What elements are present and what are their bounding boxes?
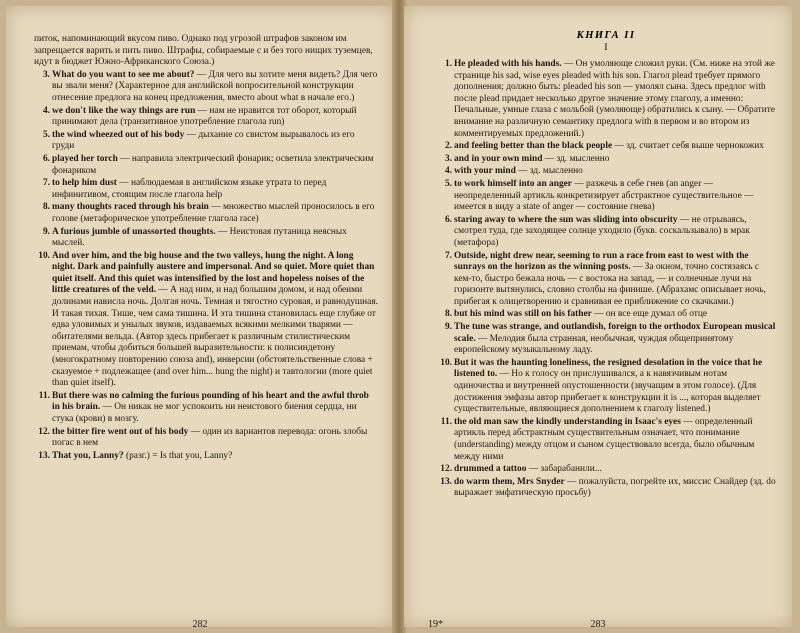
note-number: 3. xyxy=(444,153,452,164)
note-entry xyxy=(34,391,378,426)
english-phrase: do warm them, Mrs Snyder xyxy=(454,476,565,487)
note-body xyxy=(454,251,776,309)
note-body xyxy=(454,166,776,178)
note-body xyxy=(52,154,378,177)
note-entry xyxy=(436,358,776,416)
note-entry xyxy=(436,215,776,250)
note-entry xyxy=(34,202,378,225)
english-phrase: But there was no calming the furious pounding of his heart and the awful throb in his brain. xyxy=(52,390,369,413)
note-body xyxy=(52,451,378,463)
note-body xyxy=(52,202,378,225)
russian-commentary: — он все еще думал об отце xyxy=(591,309,708,320)
russian-commentary: — зд. мысленно xyxy=(515,166,583,177)
note-entry xyxy=(436,179,776,214)
english-phrase: we don't like the way things are run xyxy=(52,105,196,116)
note-body xyxy=(52,427,378,450)
english-phrase: played her torch xyxy=(52,153,118,164)
note-number: 11. xyxy=(38,390,50,401)
english-phrase: the bitter fire went out of his body xyxy=(52,426,189,437)
left-page-content xyxy=(34,34,378,463)
russian-commentary: — За окном, точно состязаясь с кем-то, быстро бежала ночь — с востока на запад, — и солнечные лучи на горизонте вытянулись, словно столбы на финише. (Абрахамс описывает ночь, прибегая к олицетворению и сравнивая ее приближение со скачками.) xyxy=(454,262,766,307)
russian-commentary: — определенный артикль перед абстрактным существительным означает, что понимание (understanding) между отцом и сыном существовало всегда, было обычным между ними xyxy=(454,416,755,462)
note-number: 11. xyxy=(440,416,452,427)
english-phrase: That you, Lanny? xyxy=(52,450,124,461)
left-entries-list xyxy=(34,70,378,463)
note-body xyxy=(454,322,776,357)
note-body xyxy=(52,70,378,105)
note-number: 13. xyxy=(440,476,452,487)
note-body xyxy=(454,477,776,500)
russian-commentary: — пожалуйста, погрейте их, миссис Снайдер (зд. do выражает эмфатическую просьбу) xyxy=(454,476,776,499)
russian-commentary: — наблюдаемая в английском языке утрата to перед инфинитивом, стоящим после глагола help xyxy=(52,178,327,200)
note-body xyxy=(52,227,378,250)
section-number: I xyxy=(604,43,608,53)
note-entry xyxy=(34,70,378,105)
note-body xyxy=(454,358,776,416)
note-body xyxy=(454,464,776,476)
note-number: 4. xyxy=(42,105,50,116)
note-number: 9. xyxy=(42,226,50,237)
note-number: 4. xyxy=(444,166,452,177)
english-phrase: And over him, and the big house and the two valleys, hung the night. A long night. Dark and painfully austere and impersonal. And so quiet. More quiet than quiet itself. And this quiet was intensified by the lost and hopeless noises of the little creatures of the veld. xyxy=(52,250,375,296)
note-entry xyxy=(436,141,776,153)
english-phrase: to work himself into an anger xyxy=(454,178,572,189)
note-body xyxy=(454,59,776,140)
note-entry xyxy=(34,130,378,153)
english-phrase: but his mind was still on his father xyxy=(454,309,592,320)
note-number: 8. xyxy=(42,202,50,213)
signature-mark: 19* xyxy=(428,619,443,630)
right-entries-list xyxy=(436,59,776,500)
note-entry xyxy=(34,154,378,177)
english-phrase: the old man saw the kindly understanding in Isaac's eyes xyxy=(454,416,681,427)
note-body xyxy=(454,141,776,153)
note-body xyxy=(454,309,776,321)
russian-commentary: — Для чего вы хотите меня видеть? Для чего вы звали меня? (Характерное для английской вопросительной конструкции отнесение предлога на конец предложения, вместо about what в начале его.) xyxy=(52,69,378,103)
note-number: 12. xyxy=(440,464,452,475)
russian-commentary: — разжечь в себе гнев (an anger — неопределенный артикль конкретизирует абстрактное существительное — имеется в виду а state of anger — состояние гнева) xyxy=(454,178,754,213)
note-number: 2. xyxy=(444,141,452,152)
english-phrase: and feeling better than the black people xyxy=(454,141,613,152)
note-entry xyxy=(436,154,776,166)
right-page xyxy=(404,6,792,630)
english-phrase: A furious jumble of unassorted thoughts. xyxy=(52,226,216,237)
note-body xyxy=(52,391,378,426)
russian-commentary: — дыхание со свистом вырывалось из его груди xyxy=(52,129,355,152)
english-phrase: and in your own mind xyxy=(454,153,543,164)
english-phrase: He pleaded with his hands. xyxy=(454,59,562,69)
note-body xyxy=(52,178,378,201)
note-entry xyxy=(436,251,776,309)
note-entry xyxy=(436,309,776,321)
note-body xyxy=(454,154,776,166)
note-number: 8. xyxy=(444,309,452,320)
russian-commentary: — не отрываясь, смотрел туда, где заходящее солнце уходило (букв. соскальзывало) в мрак (метафора) xyxy=(454,214,750,248)
english-phrase: staring away to where the sun was sliding into obscurity xyxy=(454,214,678,225)
note-entry xyxy=(34,106,378,129)
note-number: 5. xyxy=(444,178,452,189)
note-number: 10. xyxy=(440,357,452,368)
russian-commentary: — зд. мысленно xyxy=(542,153,610,164)
note-number: 13. xyxy=(38,450,50,461)
note-number: 6. xyxy=(42,153,50,164)
russian-commentary: — Он умоляюще сложил руки. (См. ниже на этой же странице his sad, wise eyes pleaded with his son. Глагол plead требует прямого дополнения; должно быть: pleaded his son — умолял сына. Здесь предлог with после plead придает несколько другое значение этому глаголу, а именно: Печальные, умные глаза с мольбой (умоляюще) обратились к сыну. — Обратите внимание на различную семантику предлога with в первом и во втором из комментируемых предложений.) xyxy=(454,59,776,139)
note-entry xyxy=(34,178,378,201)
page-number: 283 xyxy=(590,619,606,630)
note-entry xyxy=(436,322,776,357)
note-body xyxy=(454,417,776,463)
page-number: 282 xyxy=(192,619,208,630)
note-entry xyxy=(34,227,378,250)
note-number: 6. xyxy=(444,214,452,225)
note-entry xyxy=(34,251,378,390)
english-phrase: many thoughts raced through his brain xyxy=(52,202,209,213)
english-phrase: But it was the haunting loneliness, the resigned desolation in the voice that he listened to. xyxy=(454,357,763,380)
russian-commentary: — нам не нравится тот оборот, который принимают дела (транзитивное употребление глагола run) xyxy=(52,105,357,128)
note-number: 7. xyxy=(444,250,452,261)
note-body xyxy=(52,251,378,390)
note-entry xyxy=(436,166,776,178)
left-page xyxy=(6,6,394,630)
section-title: КНИГА II xyxy=(576,30,636,41)
english-phrase: drummed a tattoo xyxy=(454,464,527,475)
note-number: 12. xyxy=(38,426,50,437)
english-phrase: to help him dust xyxy=(52,178,117,189)
russian-commentary: — Мелодия была странная, необычная, чуждая общепринятому европейскому музыкальному ладу. xyxy=(454,333,734,356)
russian-commentary: — забарабанили... xyxy=(526,464,602,475)
right-page-content xyxy=(436,30,776,501)
note-number: 5. xyxy=(42,129,50,140)
note-number: 1. xyxy=(444,59,452,69)
note-number: 9. xyxy=(444,322,452,333)
russian-commentary: — Он никак не мог успокоить ни неистового биения сердца, ни стука (крови) в мозгу. xyxy=(52,402,357,424)
note-entry xyxy=(436,417,776,463)
note-number: 3. xyxy=(42,69,50,80)
russian-commentary: — А над ним, и над большим домом, и над обеими долинами нависла ночь. Долгая ночь. Темная и тягостно суровая, и равнодушная. И такая тихая. Тише, чем сама тишина. И эта тишина становилась еще глубже от едва уловимых и унылых звуков, издаваемых всякими мелкими тварями — обитателями вельда. (Автор здесь прибегает к различным стилистическим приемам, чтобы добиться большей выразительности: к полисиндетону (многократному повторению союза and), инверсии (обстоятельственные слова + сказуемое + подлежащее (and over him... hung the night) и тавтологии (more quiet than quiet itself). xyxy=(52,285,378,389)
intro-paragraph: питок, напоминающий вкусом пиво. Однако под угрозой штрафов законом им запрещается варить и пить пиво. Штрафы, собираемые с и без того нищих туземцев, идут в бюджет Южно-Африканского Союза.) xyxy=(34,34,373,68)
note-entry xyxy=(436,477,776,500)
note-entry xyxy=(436,59,776,140)
note-body xyxy=(52,130,378,153)
note-entry xyxy=(34,427,378,450)
note-body xyxy=(454,179,776,214)
russian-commentary: — зд. считает себя выше чернокожих xyxy=(612,141,764,152)
note-body xyxy=(52,106,378,129)
russian-commentary: (разг.) = Is that you, Lanny? xyxy=(123,450,233,461)
russian-commentary: — множество мыслей проносилось в его голове (метафорическое употребление глагола race) xyxy=(52,202,375,224)
english-phrase: Outside, night drew near, seeming to run a race from east to west with the sunrays on the horizon as the winning posts. xyxy=(454,250,749,273)
english-phrase: The tune was strange, and outlandish, foreign to the orthodox European musical scale. xyxy=(454,322,776,344)
russian-commentary: — Неистовая путаница неясных мыслей. xyxy=(52,226,347,249)
russian-commentary: — Но к голосу он прислушивался, а к навязчивым нотам одиночества и внутренней опустошенности (звучащим в этом голосе). (Для достижения эмфазы автор прибегает к конструкции it is ..., которая выделяет существительные, являющиеся дополнением к глаголу listened.) xyxy=(454,369,761,415)
note-entry xyxy=(34,451,378,463)
english-phrase: the wind wheezed out of his body xyxy=(52,129,185,140)
english-phrase: with your mind xyxy=(454,166,516,177)
russian-commentary: — один из вариантов перевода: огонь злобы погас в нем xyxy=(52,426,368,449)
note-body xyxy=(454,215,776,250)
english-phrase: What do you want to see me about? xyxy=(52,69,195,80)
note-number: 7. xyxy=(42,178,50,189)
note-entry xyxy=(436,464,776,476)
note-number: 10. xyxy=(38,250,50,261)
russian-commentary: — направила электрический фонарик; осветила электрическим фонариком xyxy=(52,153,374,176)
